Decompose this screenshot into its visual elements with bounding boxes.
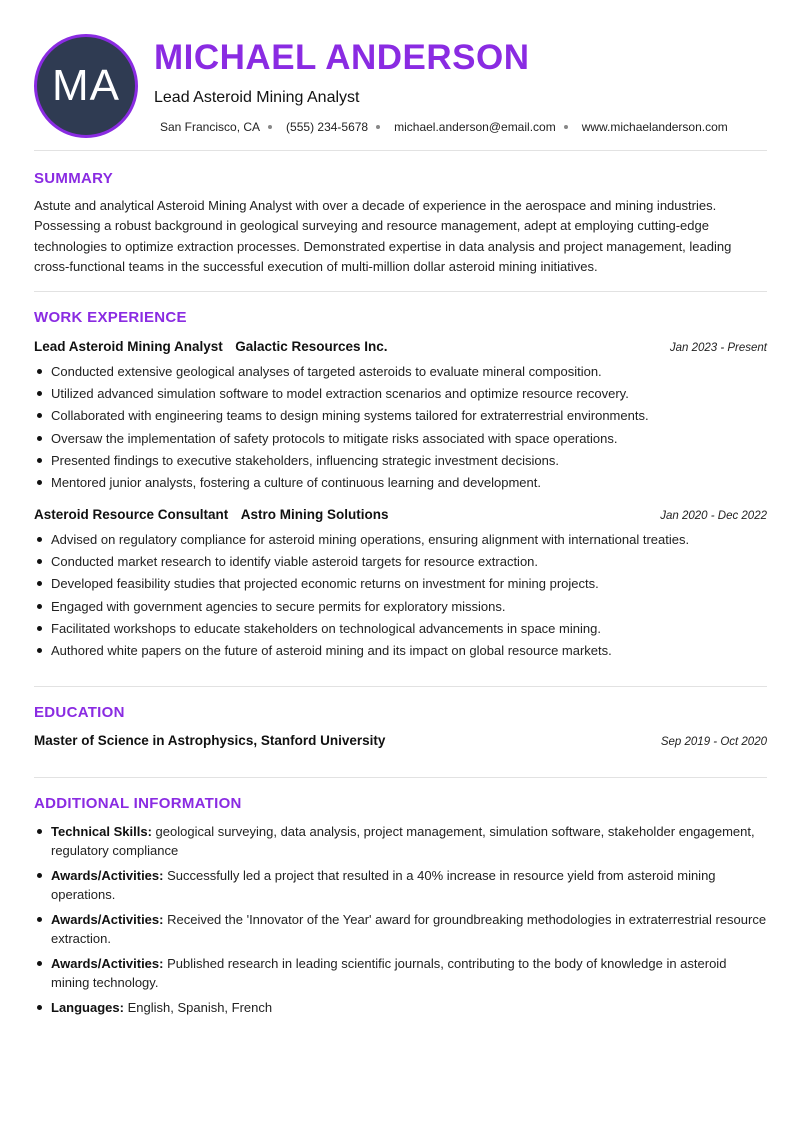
education-dates: Sep 2019 - Oct 2020	[660, 736, 767, 748]
divider	[34, 686, 767, 687]
item-label: Awards/Activities:	[51, 868, 164, 883]
contact-location: San Francisco, CA	[160, 120, 261, 134]
item-text: Received the 'Innovator of the Year' award for groundbreaking methodologies in extraterrestrial resource extraction.	[51, 912, 767, 946]
list-item	[34, 822, 767, 860]
contact-website[interactable]: www.michaelanderson.com	[581, 120, 728, 134]
separator-dot-icon	[376, 125, 380, 129]
candidate-title: Lead Asteroid Mining Analyst	[154, 89, 360, 106]
experience-heading: WORK EXPERIENCE	[34, 309, 187, 326]
item-label: Awards/Activities:	[51, 956, 164, 971]
item-text: Published research in leading scientific journals, contributing to the body of knowledge in asteroid mining technology.	[51, 956, 727, 990]
contact-phone: (555) 234-5678	[286, 120, 369, 134]
job-dates: Jan 2020 - Dec 2022	[660, 510, 767, 522]
job-header	[34, 506, 767, 524]
list-item	[34, 910, 767, 948]
list-item: Presented findings to executive stakeholders, influencing strategic investment decisions.	[34, 452, 767, 474]
list-item: Conducted extensive geological analyses of targeted asteroids to evaluate mineral composition.	[34, 363, 767, 385]
list-item: Developed feasibility studies that projected economic returns on investment for mining projects.	[34, 575, 767, 597]
job-bullets	[34, 531, 767, 664]
separator-dot-icon	[268, 125, 272, 129]
list-item	[34, 954, 767, 992]
item-text: English, Spanish, French	[127, 1000, 273, 1015]
contact-email[interactable]: michael.anderson@email.com	[394, 120, 556, 134]
summary-heading: SUMMARY	[34, 170, 114, 187]
list-item: Facilitated workshops to educate stakeholders on technological advancements in space mining.	[34, 620, 767, 642]
job-company: Galactic Resources Inc.	[235, 339, 388, 354]
list-item: Oversaw the implementation of safety protocols to mitigate risks associated with space operations.	[34, 430, 767, 452]
additional-heading: ADDITIONAL INFORMATION	[34, 795, 242, 812]
list-item: Utilized advanced simulation software to model extraction scenarios and optimize resource recovery.	[34, 385, 767, 407]
list-item: Conducted market research to identify viable asteroid targets for resource extraction.	[34, 553, 767, 575]
job-dates: Jan 2023 - Present	[669, 342, 767, 354]
education-entry	[34, 733, 767, 748]
additional-list	[34, 822, 767, 1023]
candidate-name: MICHAEL ANDERSON	[154, 38, 530, 77]
separator-dot-icon	[564, 125, 568, 129]
job-role: Asteroid Resource Consultant	[34, 507, 229, 522]
list-item: Advised on regulatory compliance for asteroid mining operations, ensuring alignment with international treaties.	[34, 531, 767, 553]
list-item	[34, 998, 767, 1017]
job-role: Lead Asteroid Mining Analyst	[34, 339, 223, 354]
list-item: Collaborated with engineering teams to design mining systems tailored for extraterrestrial environments.	[34, 407, 767, 429]
list-item	[34, 866, 767, 904]
avatar	[34, 34, 138, 138]
summary-text: Astute and analytical Asteroid Mining Analyst with over a decade of experience in the aerospace and mining industries. Possessing a robust background in geological surveying and resource management, adept at employing cutting-edge technologies to optimize extraction processes. Demonstrated expertise in data analysis and project management, leading cross-functional teams in the successful execution of multi-million dollar asteroid mining initiatives.	[34, 198, 732, 274]
item-label: Awards/Activities:	[51, 912, 164, 927]
divider	[34, 150, 767, 151]
education-heading: EDUCATION	[34, 704, 125, 721]
divider	[34, 291, 767, 292]
item-label: Technical Skills:	[51, 824, 152, 839]
job-header	[34, 338, 767, 356]
list-item: Mentored junior analysts, fostering a culture of continuous learning and development.	[34, 474, 767, 496]
education-degree: Master of Science in Astrophysics, Stanford University	[34, 733, 386, 748]
list-item: Engaged with government agencies to secure permits for exploratory missions.	[34, 598, 767, 620]
avatar-initials: MA	[52, 61, 120, 110]
contact-bar	[160, 120, 728, 134]
item-text: Successfully led a project that resulted in a 40% increase in resource yield from asteroid mining operations.	[51, 868, 716, 902]
item-label: Languages:	[51, 1000, 124, 1015]
job-bullets	[34, 363, 767, 496]
item-text: geological surveying, data analysis, project management, simulation software, stakeholder engagement, regulatory compliance	[51, 824, 755, 858]
job-company: Astro Mining Solutions	[240, 507, 389, 522]
list-item: Authored white papers on the future of asteroid mining and its impact on global resource markets.	[34, 642, 767, 664]
divider	[34, 777, 767, 778]
